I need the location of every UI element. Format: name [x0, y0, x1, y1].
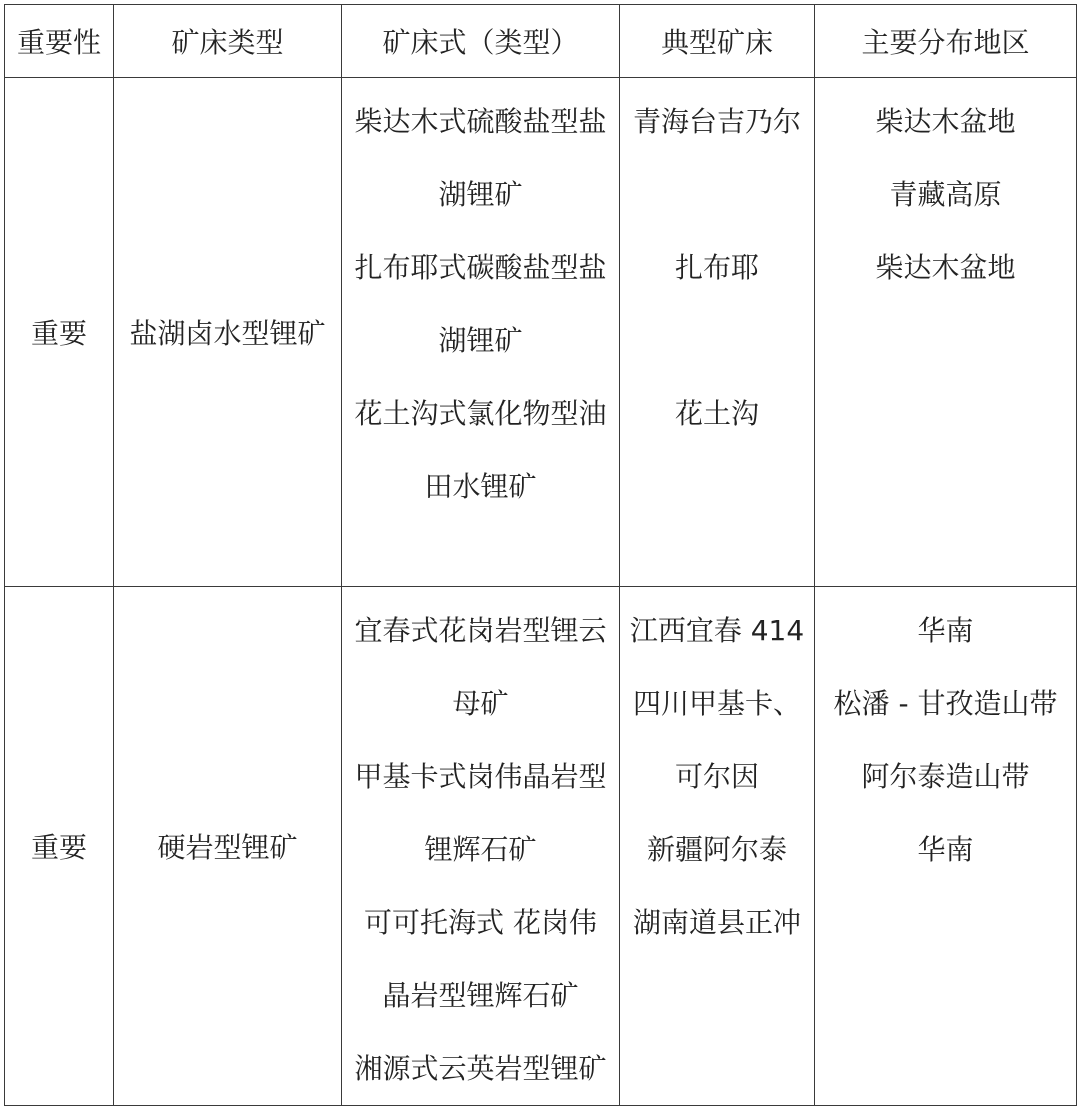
- table-row: [5, 78, 1077, 587]
- cell-line: 宜春式花岗岩型锂云: [354, 614, 607, 647]
- cell-line: 新疆阿尔泰: [646, 833, 787, 866]
- header-typical-deposit: 典型矿床: [620, 5, 815, 78]
- header-deposit-type: 矿床类型: [114, 5, 342, 78]
- header-importance: 重要性: [5, 5, 114, 78]
- cell-line: 湘源式云英岩型锂矿: [354, 1052, 607, 1085]
- line-list: [815, 587, 1076, 886]
- line-list: [342, 78, 619, 523]
- cell-line: 柴达木式硫酸盐型盐: [354, 105, 607, 138]
- cell-line: 扎布耶: [674, 251, 759, 284]
- cell-line: 母矿: [452, 687, 509, 720]
- lithium-deposit-table-wrapper: [4, 4, 1077, 1106]
- lithium-deposit-table: [4, 4, 1077, 1106]
- cell-line: 可尔因: [674, 760, 759, 793]
- cell-line: 锂辉石矿: [424, 833, 537, 866]
- cell-line: 花土沟式氯化物型油: [354, 397, 607, 430]
- line-list: [620, 78, 814, 450]
- typical-deposit-cell: [620, 78, 815, 587]
- table-row: [5, 587, 1077, 1106]
- header-deposit-model: 矿床式（类型）: [342, 5, 620, 78]
- cell-line: 江西宜春 414: [629, 614, 805, 647]
- cell-line: 阿尔泰造山带: [861, 760, 1030, 793]
- importance-cell: 重要: [5, 587, 114, 1106]
- line-list: [815, 78, 1076, 304]
- cell-line: 湖锂矿: [438, 178, 523, 211]
- cell-line: 扎布耶式碳酸盐型盐: [354, 251, 607, 284]
- cell-line: 柴达木盆地: [875, 251, 1016, 284]
- line-list: [620, 587, 814, 959]
- cell-line: 可可托海式 花岗伟: [364, 906, 597, 939]
- cell-line: 青藏高原: [889, 178, 1002, 211]
- cell-line: 四川甲基卡、: [632, 687, 801, 720]
- cell-line: 柴达木盆地: [875, 105, 1016, 138]
- typical-deposit-cell: [620, 587, 815, 1106]
- cell-line: 花土沟: [674, 397, 759, 430]
- deposit-model-cell: [342, 587, 620, 1106]
- cell-line: 湖锂矿: [438, 324, 523, 357]
- header-distribution-region: 主要分布地区: [815, 5, 1077, 78]
- cell-line: 湖南道县正冲: [632, 906, 801, 939]
- cell-line: 华南: [917, 833, 974, 866]
- deposit-model-cell: [342, 78, 620, 587]
- line-list: [342, 587, 619, 1105]
- cell-line: 甲基卡式岗伟晶岩型: [354, 760, 607, 793]
- distribution-region-cell: [815, 78, 1077, 587]
- deposit-type-cell: 盐湖卤水型锂矿: [114, 78, 342, 587]
- deposit-type-cell: 硬岩型锂矿: [114, 587, 342, 1106]
- importance-cell: 重要: [5, 78, 114, 587]
- cell-line: 华南: [917, 614, 974, 647]
- cell-line: 田水锂矿: [424, 470, 537, 503]
- cell-line: 松潘 - 甘孜造山带: [833, 687, 1058, 720]
- distribution-region-cell: [815, 587, 1077, 1106]
- header-row: [5, 5, 1077, 78]
- cell-line: 晶岩型锂辉石矿: [382, 979, 579, 1012]
- cell-line: 青海台吉乃尔: [632, 105, 801, 138]
